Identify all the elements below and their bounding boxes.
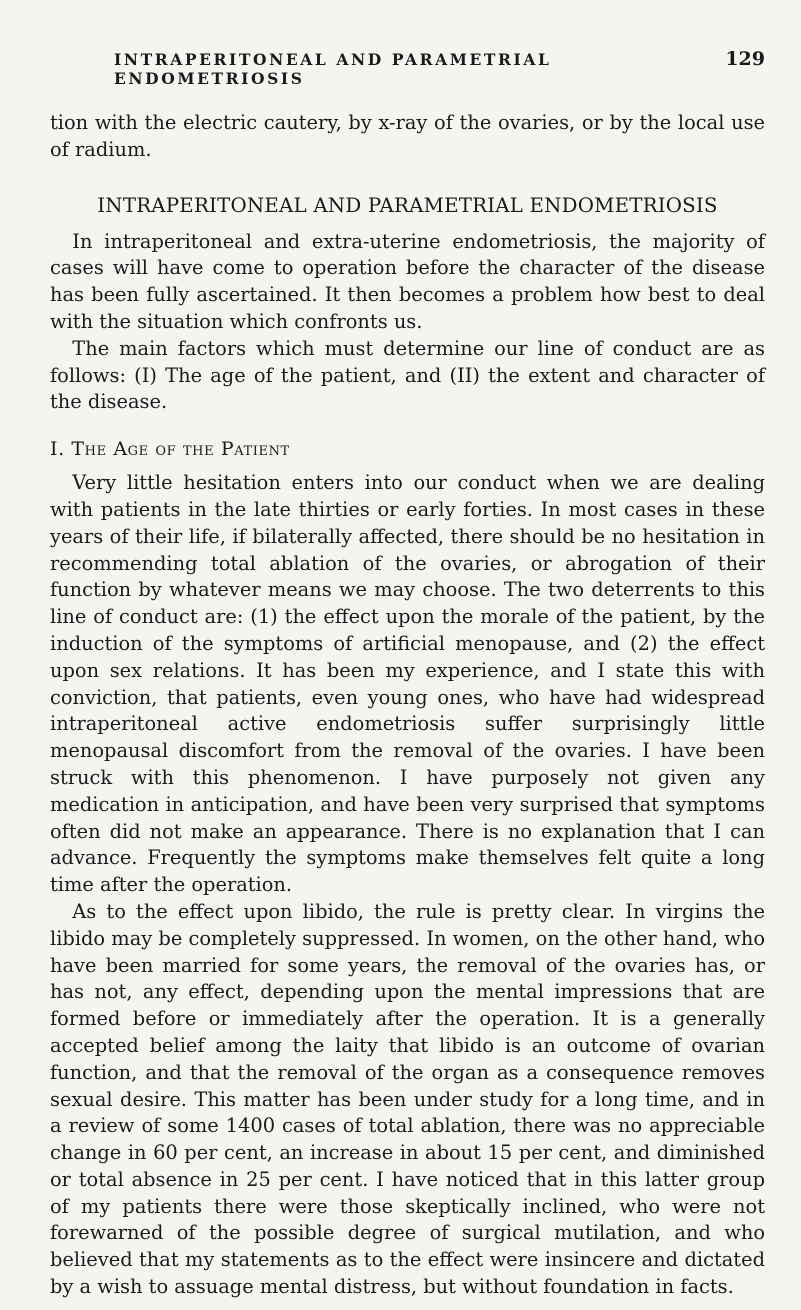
subheading-age-of-patient: I. The Age of the Patient: [50, 438, 290, 461]
opening-paragraph: tion with the electric cautery, by x-ray of the ovaries, or by the local use of radium.: [50, 111, 765, 161]
subsection-paragraph-1: Very little hesitation enters into our conduct when we are dealing with patients in the late thirties or early forties. In most cases in these years of their life, if bilaterally affected, there should be no hesitation in recommending total ablation of the ovaries, or abrogation of their function by whatever means we may choose. The two deterrents to this line of conduct are: (1) the effect upon the morale of the patient, by the induction of the symptoms of artificial menopause, and (2) the effect upon sex relations. It has been my experience, and I state this with conviction, that patients, even young ones, who have had widespread intraperitoneal active endometriosis suffer surprisingly little menopausal discomfort from the removal of the ovaries. I have been struck with this phenomenon. I have purposely not given any medication in anticipation, and have been very surprised that symptoms often did not make an appearance. There is no explanation that I can advance. Frequently the symptoms make themselves felt quite a long time after the operation.: [50, 471, 765, 897]
page-number: 129: [725, 48, 765, 70]
subsection-paragraph-2: As to the effect upon libido, the rule is pretty clear. In virgins the libido may be completely suppressed. In women, on the other hand, who have been married for some years, the removal of the ovaries has, or has not, any effect, depending upon the mental impressions that are formed before or immediately after the operation. It is a generally accepted belief among the laity that libido is an outcome of ovarian function, and that the removal of the organ as a consequence removes sexual desire. This matter has been under study for a long time, and in a review of some 1400 cases of total ablation, there was no appreciable change in 60 per cent, an increase in about 15 per cent, and diminished or total absence in 25 per cent. I have noticed that in this latter group of my patients there were those skeptically inclined, who were not forewarned of the possible degree of surgical mutilation, and who believed that my statements as to the effect were insincere and dictated by a wish to assuage mental distress, but without foundation in facts.: [50, 899, 765, 1299]
running-header: [114, 48, 765, 88]
book-page: [50, 48, 765, 1301]
section-title: INTRAPERITONEAL AND PARAMETRIAL ENDOMETRIOSIS: [97, 193, 718, 217]
running-title: INTRAPERITONEAL AND PARAMETRIAL ENDOMETRIOSIS: [114, 50, 552, 88]
section-paragraph-2: The main factors which must determine our line of conduct are as follows: (I) The age of the patient, and (II) the extent and character of the disease.: [50, 336, 765, 414]
section-paragraph-1: In intraperitoneal and extra-uterine endometriosis, the majority of cases will have come to operation before the character of the disease has been fully ascertained. It then becomes a problem how best to deal with the situation which confronts us.: [50, 229, 765, 333]
